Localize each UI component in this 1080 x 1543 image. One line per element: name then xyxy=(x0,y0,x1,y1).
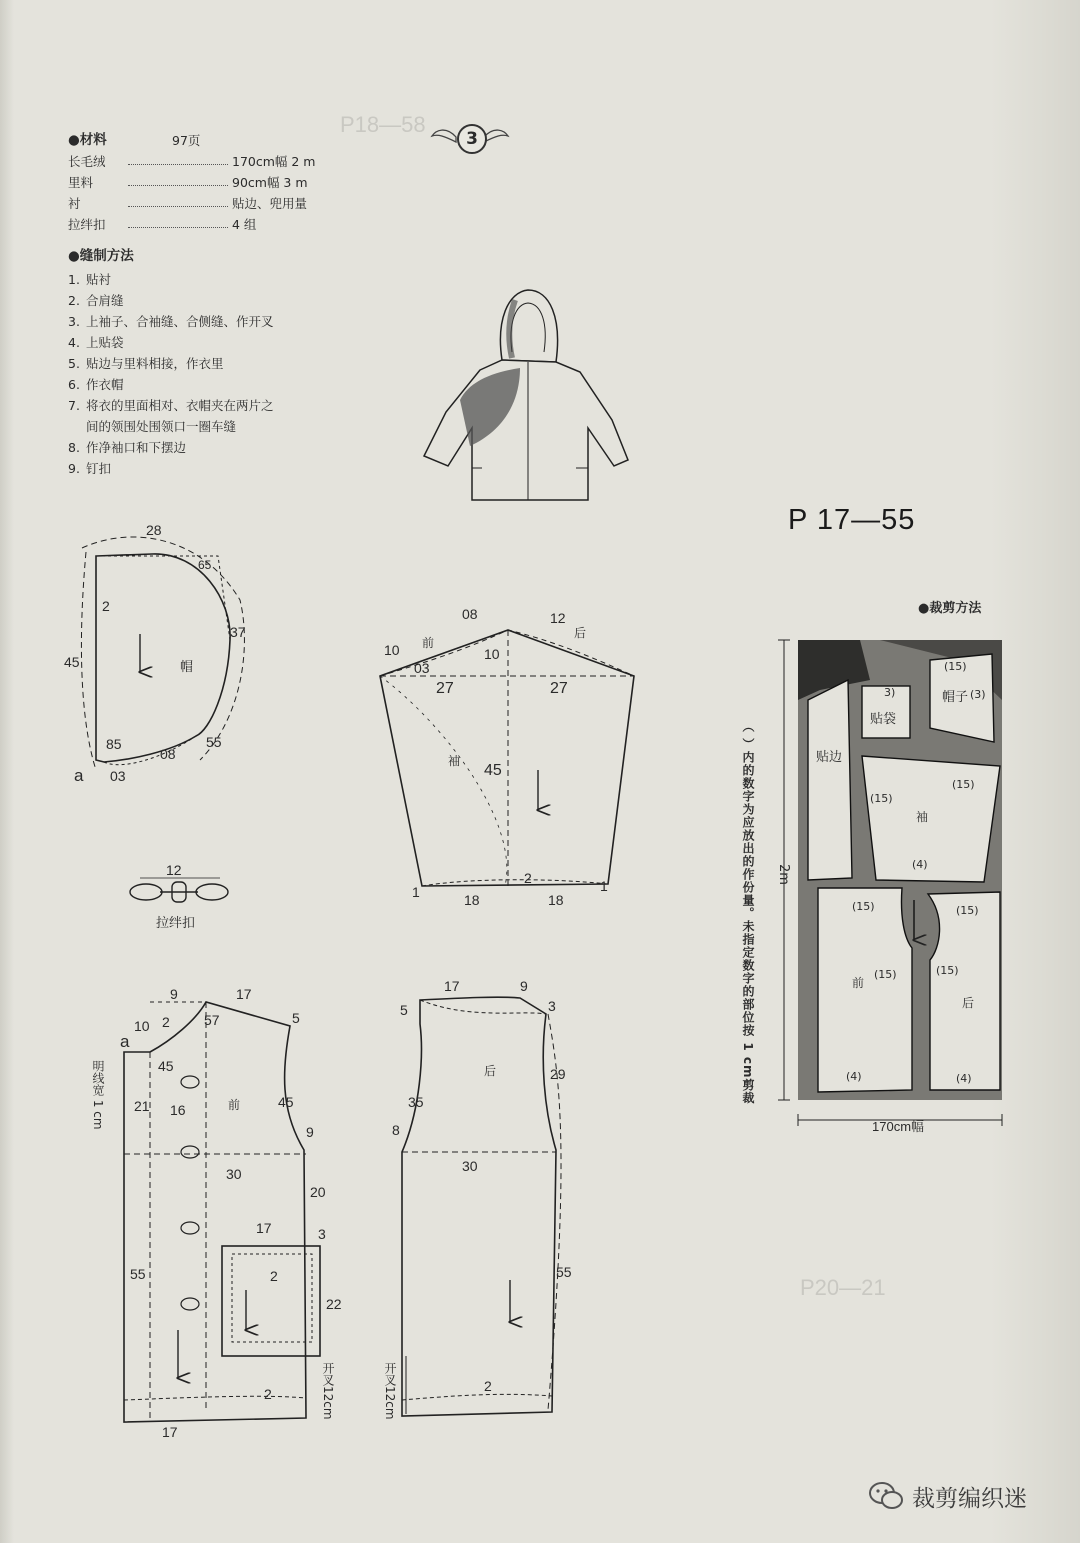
piece-back-sa: (15) xyxy=(936,964,959,977)
watermark xyxy=(868,1478,1027,1514)
material-name: 里料 xyxy=(68,175,94,190)
step-text: 合肩缝 xyxy=(86,293,124,308)
sleeve-measure: 10 xyxy=(384,642,400,658)
hood-measure: 08 xyxy=(160,746,176,762)
pattern-page-reference: P 17—55 xyxy=(788,504,916,536)
sleeve-measure: 18 xyxy=(464,892,480,908)
front-measure: 2 xyxy=(264,1386,272,1402)
back-measure: 9 xyxy=(520,978,528,994)
step-text: 钉扣 xyxy=(86,461,112,476)
sleeve-measure: 27 xyxy=(550,680,568,697)
hood-measure: 28 xyxy=(146,522,162,538)
material-value: 170cm幅 2 m xyxy=(232,154,316,169)
hood-measure: 85 xyxy=(106,736,122,752)
hood-label: 帽 xyxy=(180,660,194,675)
sleeve-measure: 10 xyxy=(484,646,500,662)
front-measure: 20 xyxy=(310,1184,326,1200)
back-pattern xyxy=(402,997,561,1416)
step-number: 8. xyxy=(68,440,80,455)
step-text: 作净袖口和下摆边 xyxy=(86,440,187,455)
back-vent-note: 开叉12cm xyxy=(383,1362,397,1420)
front-vent-note: 开叉12cm xyxy=(321,1362,335,1420)
back-measure: 2 xyxy=(484,1378,492,1394)
front-measure: 9 xyxy=(170,986,178,1002)
piece-front-sa: (15) xyxy=(874,968,897,981)
step-number: 9. xyxy=(68,461,80,476)
piece-hood: 帽子 xyxy=(942,690,969,705)
jacket-illustration xyxy=(424,290,628,500)
toggle-measure: 12 xyxy=(166,862,182,878)
material-value: 4 组 xyxy=(232,217,257,232)
piece-back-hem: (4) xyxy=(956,1072,972,1085)
front-measure: 45 xyxy=(158,1058,174,1074)
front-measure: 17 xyxy=(236,986,252,1002)
front-measure: 10 xyxy=(134,1018,150,1034)
sleeve-measure: 2 xyxy=(524,870,532,886)
front-measure: 57 xyxy=(204,1012,220,1028)
front-pattern xyxy=(124,1002,320,1422)
step-number: 3. xyxy=(68,314,80,329)
sleeve-front-label: 前 xyxy=(422,636,435,650)
hood-measure: 37 xyxy=(230,624,246,640)
piece-pocket: 贴袋 xyxy=(870,712,897,727)
front-measure: 17 xyxy=(162,1424,178,1440)
back-measure: 17 xyxy=(444,978,460,994)
material-name: 衬 xyxy=(68,196,81,211)
back-measure: 5 xyxy=(400,1002,408,1018)
front-measure: 16 xyxy=(170,1102,186,1118)
toggle-fastener xyxy=(130,878,228,902)
piece-pocket-sa: 3) xyxy=(884,686,896,699)
step-text: 上贴袋 xyxy=(86,335,124,350)
front-measure: 22 xyxy=(326,1296,342,1312)
front-measure: 21 xyxy=(134,1098,150,1114)
front-measure: 2 xyxy=(162,1014,170,1030)
front-measure: 55 xyxy=(130,1266,146,1282)
step-number: 2. xyxy=(68,293,80,308)
layout-width-label: 170cm幅 xyxy=(872,1119,925,1134)
step-text: 贴衬 xyxy=(86,272,112,287)
cutting-note: （ ）内的数字为应放出的作份量。未指定数字的部位按 1 cm剪裁 xyxy=(741,720,755,1105)
hood-measure: 45 xyxy=(64,654,80,670)
sleeve-measure: 12 xyxy=(550,610,566,626)
step-number: 4. xyxy=(68,335,80,350)
material-value: 90cm幅 3 m xyxy=(232,175,308,190)
hood-measure: a xyxy=(74,766,84,785)
materials-page: 97页 xyxy=(172,133,201,148)
back-label: 后 xyxy=(484,1064,497,1078)
page-number: 3 xyxy=(457,124,487,154)
front-stitch-note: 明线宽 1 cm xyxy=(91,1060,105,1130)
sleeve-measure: 27 xyxy=(436,680,454,697)
bleed-through-mark: P20—21 xyxy=(800,1275,886,1300)
toggle-label: 拉绊扣 xyxy=(156,916,196,931)
sleeve-back-label: 后 xyxy=(574,626,587,640)
back-measure: 30 xyxy=(462,1158,478,1174)
piece-front: 前 xyxy=(852,976,865,990)
sleeve-measure: 18 xyxy=(548,892,564,908)
bleed-through-mark: P18—58 xyxy=(340,112,426,137)
step-text: 将衣的里面相对、衣帽夹在两片之间的领围处围领口一圈车缝 xyxy=(86,398,274,434)
front-measure: 2 xyxy=(270,1268,278,1284)
sewing-heading: ●缝制方法 xyxy=(68,248,134,264)
back-measure: 29 xyxy=(550,1066,566,1082)
material-name: 长毛绒 xyxy=(68,154,106,169)
piece-front-hem: (4) xyxy=(846,1070,862,1083)
piece-hood-sa: (15) xyxy=(944,660,967,673)
back-measure: 55 xyxy=(556,1264,572,1280)
step-text: 作衣帽 xyxy=(86,377,124,392)
step-text: 上袖子、合袖缝、合侧缝、作开叉 xyxy=(86,314,274,329)
piece-sleeve-sa: (15) xyxy=(952,778,975,791)
front-measure: 17 xyxy=(256,1220,272,1236)
piece-back: 后 xyxy=(962,996,975,1010)
piece-sleeve-hem: (4) xyxy=(912,858,928,871)
step-number: 6. xyxy=(68,377,80,392)
wechat-icon xyxy=(868,1481,904,1511)
piece-sleeve-sa: (15) xyxy=(870,792,893,805)
sleeve-measure: 1 xyxy=(600,878,608,894)
back-measure: 35 xyxy=(408,1094,424,1110)
piece-hood-sa: (3) xyxy=(970,688,986,701)
piece-front-sa: (15) xyxy=(852,900,875,913)
front-measure: 45 xyxy=(278,1094,294,1110)
sleeve-measure: 45 xyxy=(484,762,502,779)
watermark-text: 裁剪编织迷 xyxy=(912,1485,1027,1512)
front-measure: 30 xyxy=(226,1166,242,1182)
front-measure: a xyxy=(120,1032,130,1051)
piece-sleeve: 袖 xyxy=(916,810,929,824)
step-number: 1. xyxy=(68,272,80,287)
back-measure: 3 xyxy=(548,998,556,1014)
sleeve-label: 袖 xyxy=(448,754,461,768)
hood-measure: 55 xyxy=(206,734,222,750)
front-measure: 3 xyxy=(318,1226,326,1242)
step-text: 贴边与里料相接，作衣里 xyxy=(86,356,224,371)
layout-length-label: 2m xyxy=(776,864,791,885)
sleeve-measure: 08 xyxy=(462,606,478,622)
front-label: 前 xyxy=(228,1098,241,1112)
cutting-heading: ●裁剪方法 xyxy=(918,601,982,616)
step-number: 5. xyxy=(68,356,80,371)
front-measure: 9 xyxy=(306,1124,314,1140)
hood-measure: 65 xyxy=(198,558,212,572)
piece-back-sa: (15) xyxy=(956,904,979,917)
hood-measure: 2 xyxy=(102,598,110,614)
sleeve-measure: 03 xyxy=(414,660,430,676)
front-measure: 5 xyxy=(292,1010,300,1026)
piece-facing: 贴边 xyxy=(816,750,843,765)
step-number: 7. xyxy=(68,398,80,413)
materials-heading: ●材料 xyxy=(68,132,107,148)
back-measure: 8 xyxy=(392,1122,400,1138)
sleeve-measure: 1 xyxy=(412,884,420,900)
hood-measure: 03 xyxy=(110,768,126,784)
material-value: 贴边、兜用量 xyxy=(232,196,308,211)
material-name: 拉绊扣 xyxy=(68,217,106,232)
